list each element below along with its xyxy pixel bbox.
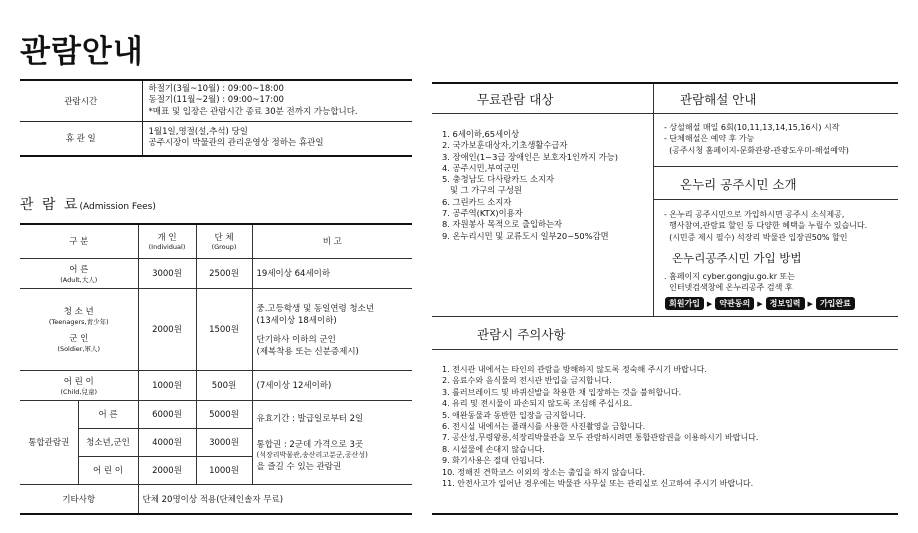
divider: [432, 316, 898, 317]
list-item: . 홈페이지 cyber.gongju.go.kr 또는: [664, 272, 796, 281]
list-item: 1. 6세이하,65세이상: [442, 129, 520, 139]
onnuri-title: 온누리 공주시민 소개: [680, 177, 797, 192]
table-row: 통합관람권 어 른 6000원 5000원 유효기간 : 발급일로부터 2일 통합권 : 2군데 가격으로 3곳 (석장리박물관,송산리고분군,공산성) 을 즐길 수 있는 관람권: [20, 400, 412, 428]
right-panel-divider: [653, 84, 654, 316]
page-title: 관람안내: [20, 34, 144, 70]
header-individual: 개 인 (Individual): [138, 224, 196, 258]
table-row: 청 소 년 (Teenagers,靑少年) 군 인 (Soldier,軍人) 2000원 1500원 중.고등학생 및 동일연령 청소년 (13세이상 18세이하) 단기하사 이하의 군인 (제복착용 또는 신분증제시): [20, 288, 412, 370]
divider: [653, 113, 898, 114]
right-panel-bottom-rule: [432, 513, 898, 515]
onnuri-join-list: [664, 271, 795, 294]
list-item: (공주시청 홈페이지-문화관광-관광도우미-해설예약): [664, 145, 849, 155]
table-row: 어 린 이 (Child,兒童) 1000원 500원 (7세이상 12세이하): [20, 370, 412, 400]
list-item: 6. 그린카드 소지자: [442, 196, 512, 207]
fees-table: [20, 223, 412, 515]
list-item: - 단체해설은 예약 후 가능: [664, 134, 755, 144]
list-item: 5. 충청남도 다사랑카드 소지자: [442, 174, 555, 185]
divider: [653, 199, 898, 200]
closed-value: 1월1일,명절(설,추석) 당일 공주시장이 박물관의 관리운영상 정하는 휴관일: [142, 121, 412, 156]
step-badge: 회원가입: [665, 297, 704, 310]
list-item: 인터넷검색창에 온누리공주 검색 후: [664, 283, 793, 293]
free-admission-list: [442, 129, 618, 242]
table-row: 어 른 (Adult,大人) 3000원 2500원 19세이상 64세이하: [20, 258, 412, 288]
table-row: [20, 80, 412, 121]
hours-label: 관람시간: [20, 80, 142, 121]
closed-label: 휴 관 일: [20, 121, 142, 156]
header-category: 구 분: [20, 224, 138, 258]
list-item: 8. 시설물에 손대지 않습니다.: [442, 444, 545, 454]
divider: [432, 349, 898, 350]
table-row: 청소년,군인 4000원 3000원: [20, 428, 412, 456]
list-item: 5. 애완동물과 동반한 입장을 금지합니다.: [442, 410, 586, 420]
divider: [653, 166, 898, 167]
list-item: 9. 온누리시민 및 교류도시 일부20~50%감면: [442, 230, 609, 241]
list-item: 2. 음료수와 음식물의 전시관 반입을 금지합니다.: [442, 376, 612, 386]
list-item: - 상설해설 매일 6회(10,11,13,14,15,16시) 시작: [664, 123, 840, 132]
step-badge: 정보입력: [766, 297, 805, 310]
divider: [432, 113, 653, 114]
caution-title: 관람시 주의사항: [477, 327, 566, 342]
free-admission-title: 무료관람 대상: [477, 92, 554, 107]
right-panel-top-rule: [432, 82, 898, 84]
table-row: [20, 121, 412, 156]
arrow-right-icon: ▶: [807, 299, 813, 308]
arrow-right-icon: ▶: [757, 299, 763, 308]
list-item: 3. 롤러브레이드 및 바퀴신발을 착용한 채 입장하는 것을 불허합니다.: [442, 387, 682, 397]
list-item: 6. 전시실 내에서는 플래시를 사용한 사진촬영을 금합니다.: [442, 422, 646, 432]
arrow-right-icon: ▶: [706, 299, 713, 308]
list-item: 9. 화기사용은 절대 안됩니다.: [442, 456, 545, 466]
guide-title: 관람해설 안내: [680, 92, 757, 107]
list-item: 7. 공산성,무령왕릉,석장리박물관을 모두 관람하시려면 통합관람권을 이용하시기 바랍니다.: [442, 433, 759, 443]
hours-table: [20, 79, 412, 157]
hours-value: 하절기(3월~10월) : 09:00~18:00 동절기(11월~2월) : 09:00~17:00 *매표 및 입장은 관람시간 종료 30분 전까지 가능합니다.: [142, 80, 412, 121]
list-item: 3. 장애인(1~3급 장애인은 보호자1인까지 가능): [442, 151, 618, 162]
step-badge: 가입완료: [816, 297, 855, 310]
table-row: 기타사항 단체 20명이상 적용(단체인솔자 무료): [20, 484, 412, 514]
caution-list: [442, 364, 758, 489]
list-item: 행사참여,관람료 할인 등 다양한 혜택을 누릴수 있습니다.: [664, 221, 868, 231]
list-item: 1. 전시관 내에서는 타인의 관람을 방해하지 않도록 정숙해 주시기 바랍니다.: [442, 365, 707, 374]
list-item: - 온누리 공주시민으로 가입하시면 공주시 소식제공,: [664, 210, 845, 219]
list-item: 4. 공주시민,부여군민: [442, 162, 520, 173]
table-row: 어 린 이 2000원 1000원: [20, 456, 412, 484]
header-note: 비 고: [252, 224, 412, 258]
header-group: 단 체 (Group): [196, 224, 252, 258]
join-steps: [665, 297, 855, 310]
fees-title: 관 람 료(Admission Fees): [20, 197, 156, 213]
step-badge: 약관동의: [715, 297, 754, 310]
list-item: 7. 공주역(KTX)이용자: [442, 208, 523, 219]
list-item: (시민증 제시 필수) 석장리 박물관 입장권50% 할인: [664, 232, 848, 242]
list-item: 10. 정해진 견학코스 이외의 장소는 출입을 하지 않습니다.: [442, 467, 646, 477]
table-header-row: [20, 224, 412, 258]
guide-list: [664, 122, 849, 156]
list-item: 11. 안전사고가 일어난 경우에는 박물관 사무실 또는 관리실로 신고하여 주시기 바랍니다.: [442, 479, 754, 489]
list-item: 4. 유리 및 전시물이 파손되지 않도록 조심해 주십시요.: [442, 399, 633, 409]
list-item: 2. 국가보훈대상자,기초생활수급자: [442, 140, 568, 151]
list-item: 8. 자원봉사 목적으로 출입하는자: [442, 219, 563, 230]
onnuri-join-title: 온누리공주시민 가입 방법: [672, 251, 802, 265]
onnuri-list: [664, 209, 867, 243]
list-item: 및 그 가구의 구성원: [442, 185, 522, 196]
